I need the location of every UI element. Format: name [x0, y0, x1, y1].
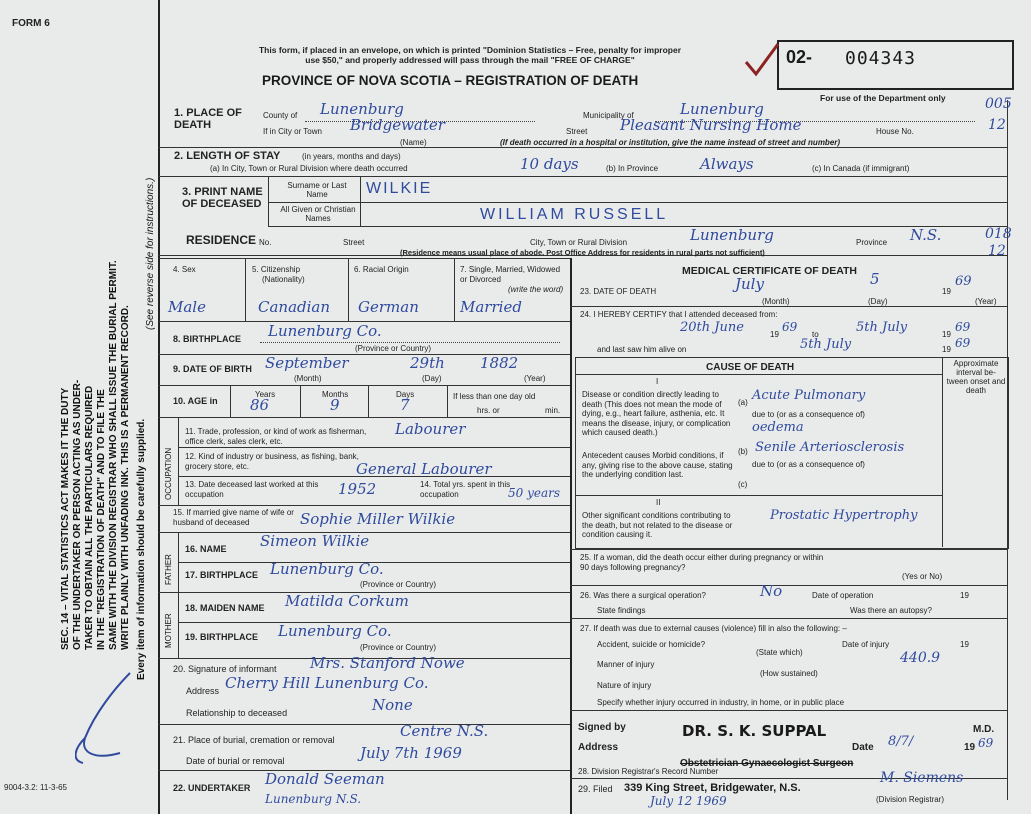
informant-address-value: Cherry Hill Lunenburg Co.: [225, 674, 429, 692]
father-name-value: Simeon Wilkie: [260, 532, 370, 550]
registration-number: 004343: [845, 48, 917, 69]
burial-date-value: July 7th 1969: [360, 744, 462, 762]
city-value: Bridgewater: [350, 116, 445, 134]
informant-value: Mrs. Stanford Nowe: [310, 654, 465, 672]
filed-date-value: July 12 1969: [650, 794, 727, 808]
physician-stamp: DR. S. K. SUPPAL: [682, 722, 827, 740]
dob-year-value: 1882: [480, 354, 519, 372]
department-use: For use of the Department only: [820, 93, 946, 103]
medical-title: MEDICAL CERTIFICATE OF DEATH: [682, 265, 857, 277]
residence-province-value: N.S.: [910, 226, 942, 244]
code-1: 005: [985, 96, 1012, 112]
operation-value: No: [760, 582, 783, 600]
form-number: FORM 6: [12, 18, 50, 29]
place-label: 1. PLACE OF DEATH: [174, 107, 242, 131]
form-title: PROVINCE OF NOVA SCOTIA – REGISTRATION OF DEATH: [262, 73, 639, 88]
code-2: 12: [988, 117, 1006, 133]
print-code: 9004-3.2: 11-3-65: [4, 783, 68, 792]
mother-birthplace-value: Lunenburg Co.: [278, 622, 392, 640]
last-worked-value: 1952: [338, 480, 377, 498]
stay-city-value: 10 days: [520, 155, 579, 173]
spouse-value: Sophie Miller Wilkie: [300, 510, 456, 528]
death-year-value: 69: [955, 274, 972, 289]
surname-value: WILKIE: [366, 180, 433, 197]
age-days-value: 7: [400, 396, 410, 414]
other-conditions-value: Prostatic Hypertrophy: [770, 508, 918, 523]
registrar-signature: M. Siemens: [880, 770, 964, 786]
cause-b-value: Senile Arteriosclerosis: [755, 440, 905, 455]
relationship-value: None: [372, 696, 413, 714]
given-names-value: WILLIAM RUSSELL: [480, 206, 669, 223]
last-saw-value: 5th July: [800, 337, 852, 352]
envelope-notice: This form, if placed in an envelope, on which is printed "Dominion Statistics – Free, penalty for improper use $50," and properly addressed will pass through the mail "FREE OF CHARGE": [258, 45, 682, 65]
check-mark: [742, 40, 782, 80]
dob-day-value: 29th: [410, 354, 445, 372]
dob-month-value: September: [265, 354, 349, 372]
birthplace-value: Lunenburg Co.: [268, 322, 382, 340]
street-value: Pleasant Nursing Home: [620, 116, 802, 134]
death-month-value: July: [735, 275, 764, 293]
certify-year-value: 69: [978, 736, 994, 750]
undertaker-value: Donald Seeman: [265, 770, 385, 788]
age-years-value: 86: [250, 396, 270, 414]
cause-a2-value: oedema: [752, 420, 804, 435]
trade-value: Labourer: [395, 420, 466, 438]
supply-note: Every item of information should be carefully supplied.: [136, 418, 147, 680]
stay-province-value: Always: [700, 155, 754, 173]
total-years-value: 50 years: [508, 486, 561, 500]
racial-origin-value: German: [358, 298, 419, 316]
sex-value: Male: [168, 298, 206, 316]
side-stamp-scribble: [75, 668, 145, 768]
municipality-value: Lunenburg: [680, 100, 764, 118]
attended-to-value: 5th July: [856, 320, 908, 335]
code-4: 12: [988, 243, 1006, 259]
county-value: Lunenburg: [320, 100, 404, 118]
marital-status-value: Married: [460, 298, 522, 316]
undertaker-place-value: Lunenburg N.S.: [265, 792, 362, 806]
physician-address: 339 King Street, Bridgewater, N.S.: [624, 782, 801, 794]
mother-maiden-value: Matilda Corkum: [285, 592, 409, 610]
father-birthplace-value: Lunenburg Co.: [270, 560, 384, 578]
death-day-value: 5: [870, 270, 880, 288]
burial-place-value: Centre N.S.: [400, 722, 489, 740]
age-months-value: 9: [330, 396, 340, 414]
industry-value: General Labourer: [356, 460, 492, 478]
code-3: 018: [985, 226, 1012, 242]
attended-to-year: 69: [955, 320, 971, 334]
residence-city-value: Lunenburg: [690, 226, 774, 244]
last-saw-year: 69: [955, 336, 971, 350]
citizenship-value: Canadian: [258, 298, 331, 316]
code-value: 440.9: [900, 650, 941, 666]
statute-notice: SEC. 14 – VITAL STATISTICS ACT MAKES IT THE DUTY OF THE UNDERTAKER OR PERSON ACTING AS UNDER- TAKER TO OBTAIN ALL THE PARTICULARS REQUIRED IN THE "REGISTRATION OF DEATH" AND TO FILE THE SAME WITH THE DIVISION REGISTRAR WHO SHALL ISSUE THE BURIAL PERMIT. WRITE PLAINLY WITH UNFADING INK. THIS IS A PERMANENT RECORD.: [60, 260, 131, 650]
attended-from-year: 69: [782, 320, 798, 334]
certify-date-value: 8/7/: [888, 734, 914, 749]
cause-a-value: Acute Pulmonary: [752, 388, 866, 403]
instructions-note: (See reverse side for instructions.): [145, 177, 156, 330]
registration-prefix: 02-: [786, 47, 813, 67]
physician-title: Obstetrician Gynaecologist Surgeon: [680, 758, 854, 769]
attended-from-value: 20th June: [680, 320, 744, 335]
